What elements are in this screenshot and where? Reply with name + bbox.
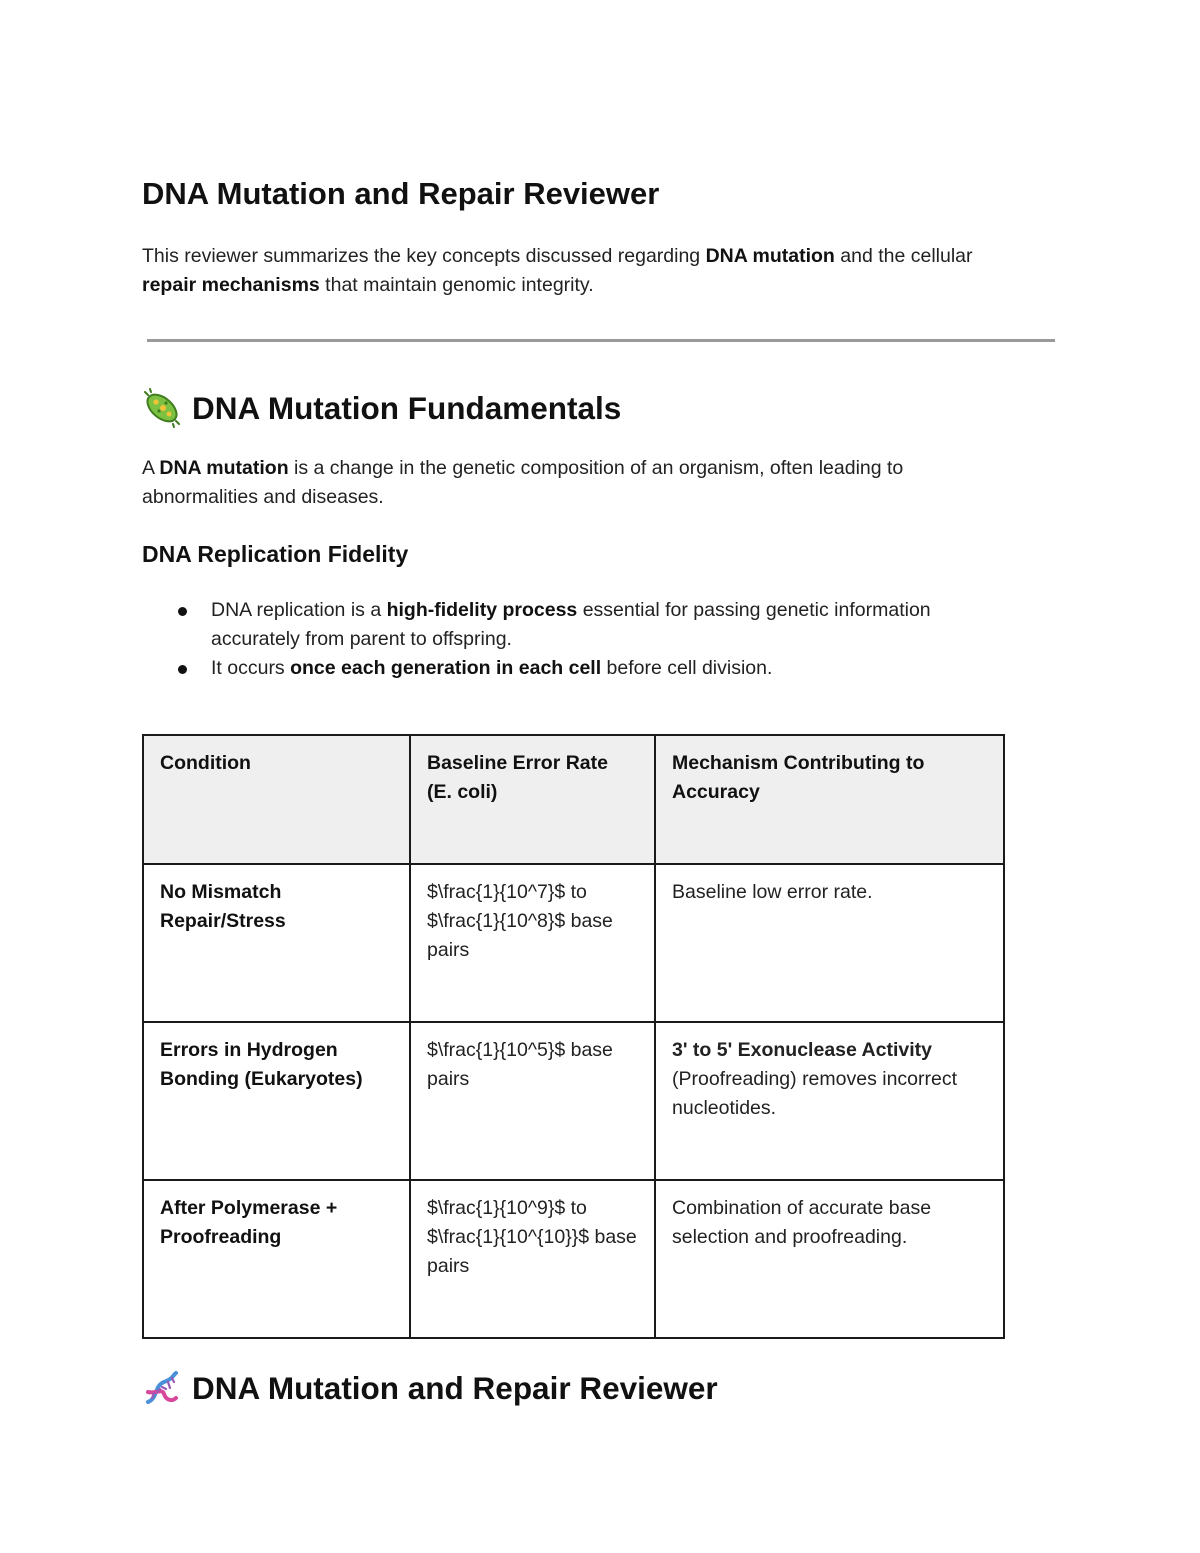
bullet-dot xyxy=(178,665,187,674)
cell-error-rate: $\frac{1}{10^7}$ to $\frac{1}{10^8}$ base pairs xyxy=(410,864,655,1022)
cell-mechanism xyxy=(655,1022,1004,1180)
column-header-mechanism: Mechanism Contributing to Accuracy xyxy=(655,735,1004,864)
cell-condition: Errors in Hydrogen Bonding (Eukaryotes) xyxy=(143,1022,410,1180)
column-header-condition: Condition xyxy=(143,735,410,864)
cell-mechanism xyxy=(655,864,1004,1022)
table-row xyxy=(143,1022,1004,1180)
para-text: is a change in the genetic composition of an organism, often leading to abnormalities and diseases. xyxy=(142,457,904,508)
error-rate-table xyxy=(142,734,1005,1339)
cell-error-rate: $\frac{1}{10^9}$ to $\frac{1}{10^{10}}$ base pairs xyxy=(410,1180,655,1338)
bullet-dot xyxy=(178,607,187,616)
section-heading-reviewer xyxy=(142,1368,718,1408)
intro-text: that maintain genomic integrity. xyxy=(319,274,594,296)
table-header-row xyxy=(143,735,1004,864)
cell-mechanism xyxy=(655,1180,1004,1338)
subheading-replication-fidelity: DNA Replication Fidelity xyxy=(142,541,409,567)
bullet-text: before cell division. xyxy=(601,657,773,679)
intro-text: This reviewer summarizes the key concepts discussed regarding xyxy=(142,245,706,267)
bullet-text: DNA replication is a xyxy=(211,599,387,621)
mechanism-text: (Proofreading) removes incorrect nucleotides. xyxy=(672,1068,958,1119)
list-item xyxy=(142,596,1022,654)
section-heading-fundamentals xyxy=(142,388,621,428)
intro-paragraph xyxy=(142,242,1022,300)
cell-condition: After Polymerase + Proofreading xyxy=(143,1180,410,1338)
bullet-text: It occurs xyxy=(211,657,291,679)
mutation-definition-paragraph xyxy=(142,454,1022,512)
column-header-error-rate: Baseline Error Rate (E. coli) xyxy=(410,735,655,864)
cell-error-rate: $\frac{1}{10^5}$ base pairs xyxy=(410,1022,655,1180)
intro-bold-repair-mechanisms: repair mechanisms xyxy=(142,274,320,296)
bullet-bold: high-fidelity process xyxy=(386,599,578,621)
mechanism-text: Combination of accurate base selection and proofreading. xyxy=(672,1197,932,1248)
fidelity-bullet-list xyxy=(142,596,1022,683)
intro-text: and the cellular xyxy=(834,245,973,267)
horizontal-divider xyxy=(147,339,1055,342)
para-bold-dna-mutation: DNA mutation xyxy=(159,457,289,479)
section-heading-text: DNA Mutation Fundamentals xyxy=(192,389,622,426)
bullet-text: essential for passing genetic information accurately from parent to offspring. xyxy=(211,599,931,650)
dna-icon xyxy=(142,1368,182,1408)
table-row xyxy=(143,864,1004,1022)
intro-bold-dna-mutation: DNA mutation xyxy=(705,245,835,267)
mechanism-bold: 3' to 5' Exonuclease Activity xyxy=(672,1039,932,1061)
document-title: DNA Mutation and Repair Reviewer xyxy=(142,176,660,211)
cell-condition: No Mismatch Repair/Stress xyxy=(143,864,410,1022)
list-item xyxy=(142,654,1022,683)
microbe-icon xyxy=(142,388,182,428)
table-row xyxy=(143,1180,1004,1338)
bullet-bold: once each generation in each cell xyxy=(290,657,602,679)
mechanism-text: Baseline low error rate. xyxy=(672,881,873,903)
section-heading-text: DNA Mutation and Repair Reviewer xyxy=(192,1369,718,1406)
para-text: A xyxy=(142,457,160,479)
